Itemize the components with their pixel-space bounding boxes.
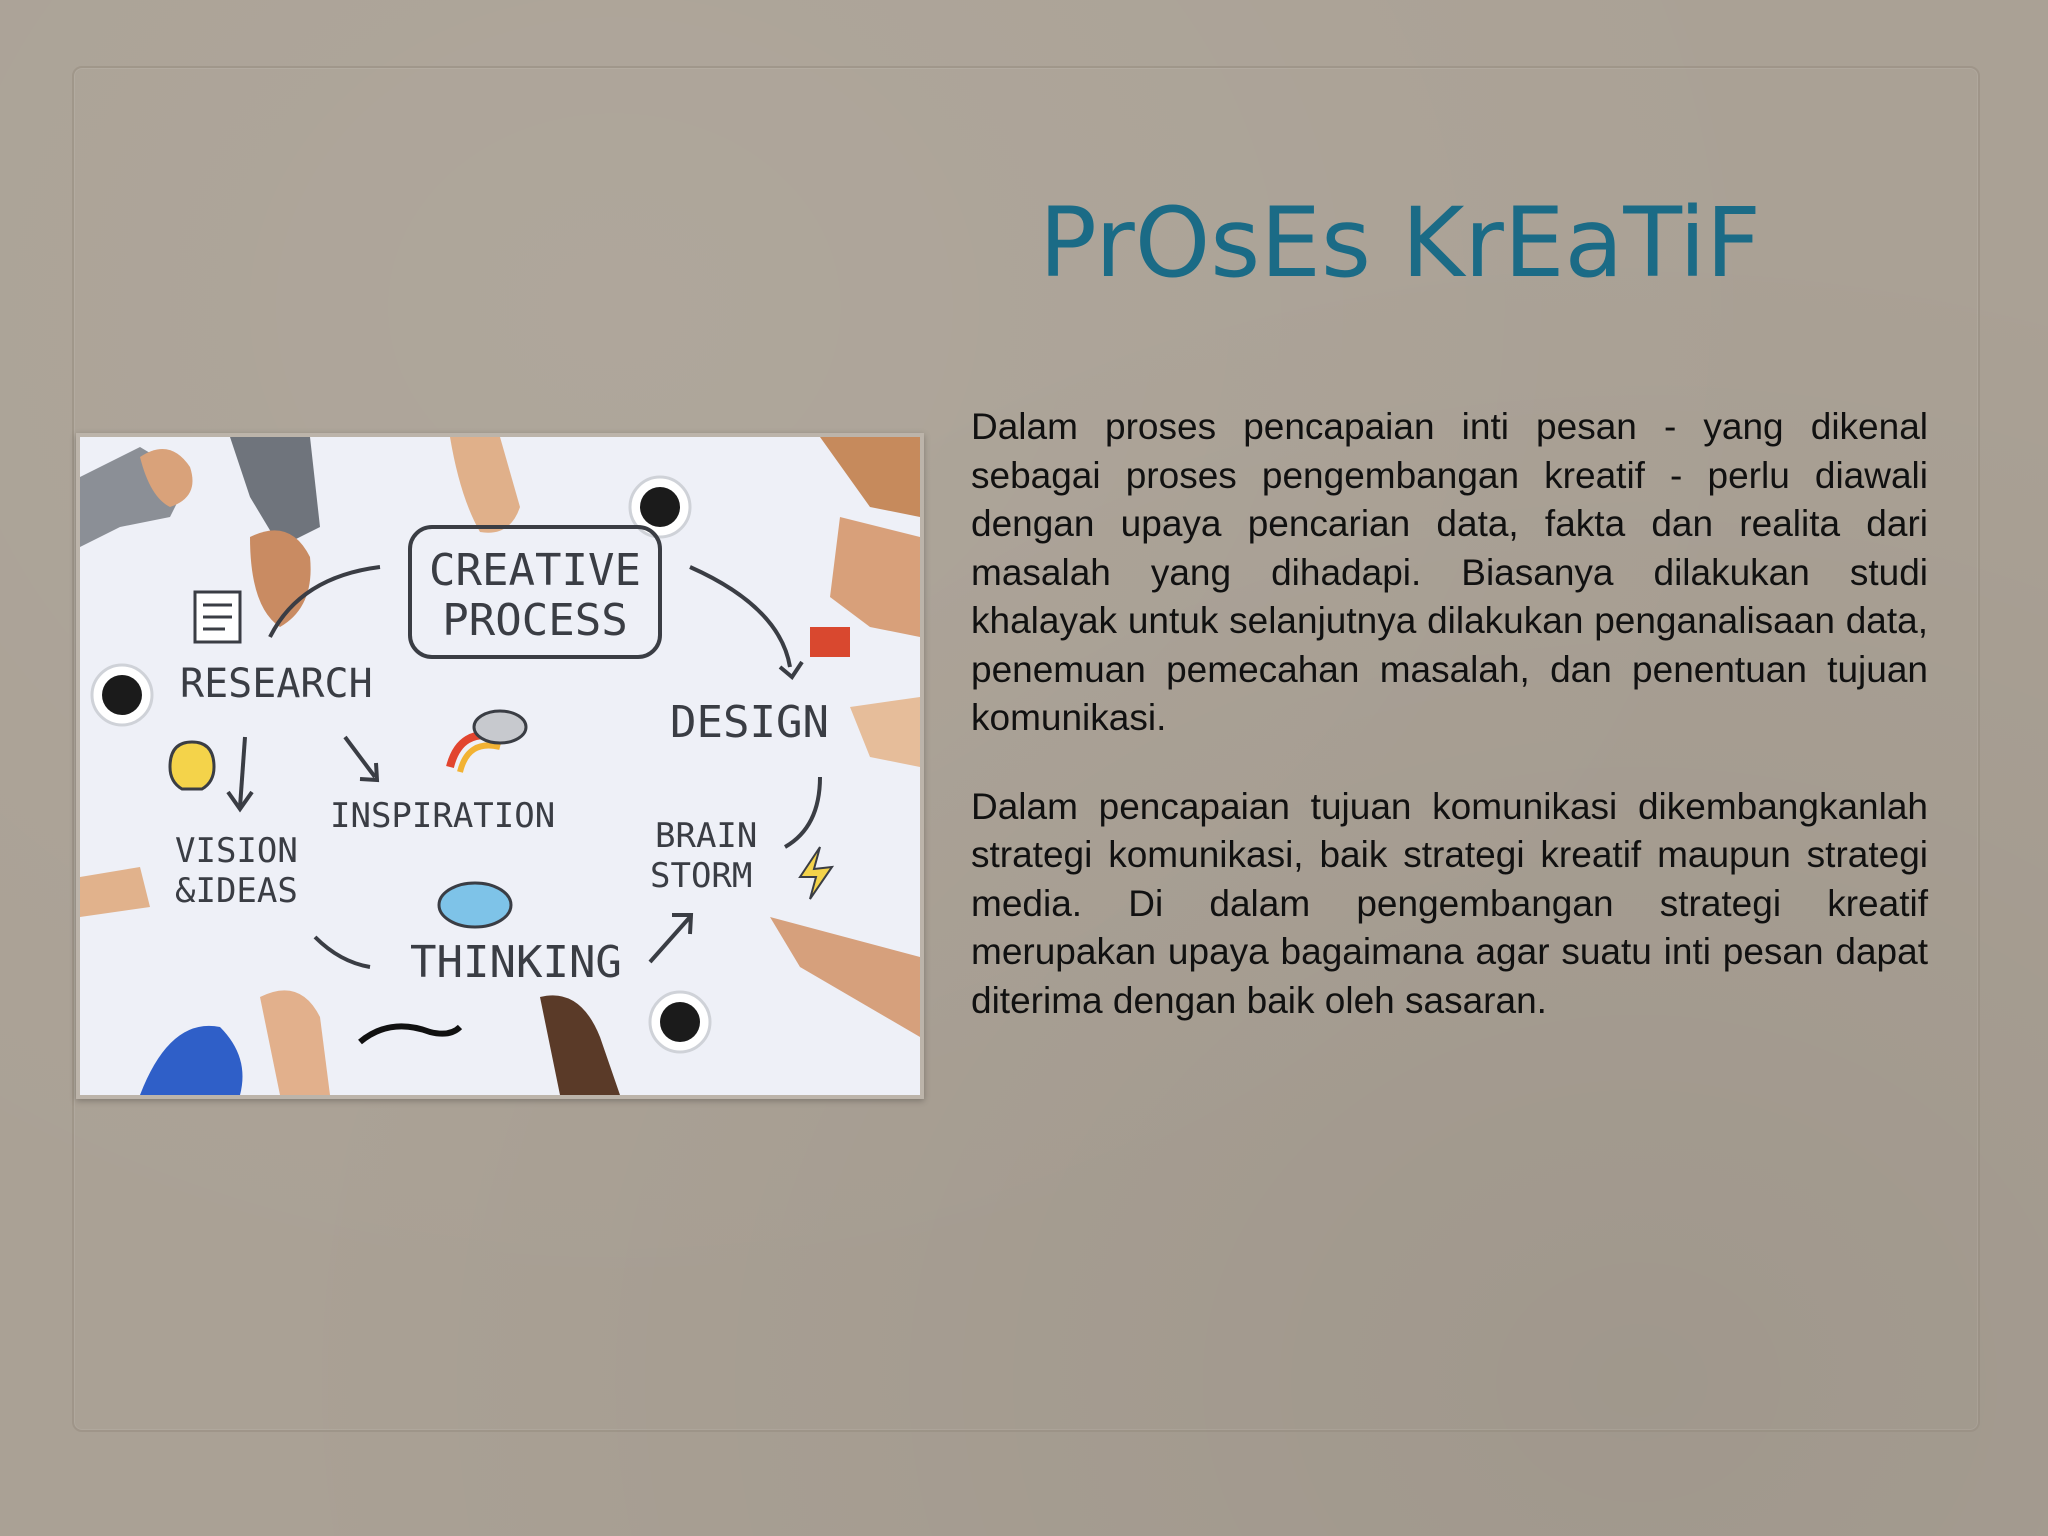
label-thinking: THINKING bbox=[410, 937, 622, 988]
creative-process-photo bbox=[76, 433, 924, 1099]
paragraph-1: Dalam proses pencapaian inti pesan - yang dikenal sebagai proses pengembangan kreatif - perlu diawali dengan upaya pencarian data, fakta dan realita dari masalah yang dihadapi. Biasanya dilakukan studi khalayak untuk selanjutnya dilakukan penganalisaan data, penemuan pemecahan masalah, dan penentuan tujuan komunikasi. bbox=[971, 406, 1928, 738]
heading-line-2: PROCESS bbox=[442, 595, 628, 646]
lightbulb-icon bbox=[170, 742, 214, 789]
heading-line-1: CREATIVE bbox=[429, 545, 641, 596]
marker-icon bbox=[810, 627, 850, 657]
creative-process-illustration bbox=[80, 437, 920, 1095]
label-inspiration: INSPIRATION bbox=[330, 796, 556, 836]
label-design: DESIGN bbox=[670, 697, 829, 748]
label-brain-1: BRAIN bbox=[655, 816, 758, 856]
label-vision-2: &IDEAS bbox=[175, 871, 298, 911]
body-text bbox=[971, 403, 1928, 1065]
slide-title: PrOsEs KrEaTiF bbox=[1039, 187, 1761, 299]
paragraph-2: Dalam pencapaian tujuan komunikasi dikembangkanlah strategi komunikasi, baik strategi kreatif maupun strategi media. Di dalam pengembangan strategi kreatif merupakan upaya bagaimana agar suatu inti pesan dapat diterima dengan baik oleh sasaran. bbox=[971, 785, 1928, 1021]
label-vision-1: VISION bbox=[175, 831, 298, 871]
cloud-icon bbox=[439, 883, 511, 927]
label-research: RESEARCH bbox=[180, 661, 373, 707]
label-brain-2: STORM bbox=[650, 856, 753, 896]
cloud-icon bbox=[474, 711, 526, 743]
